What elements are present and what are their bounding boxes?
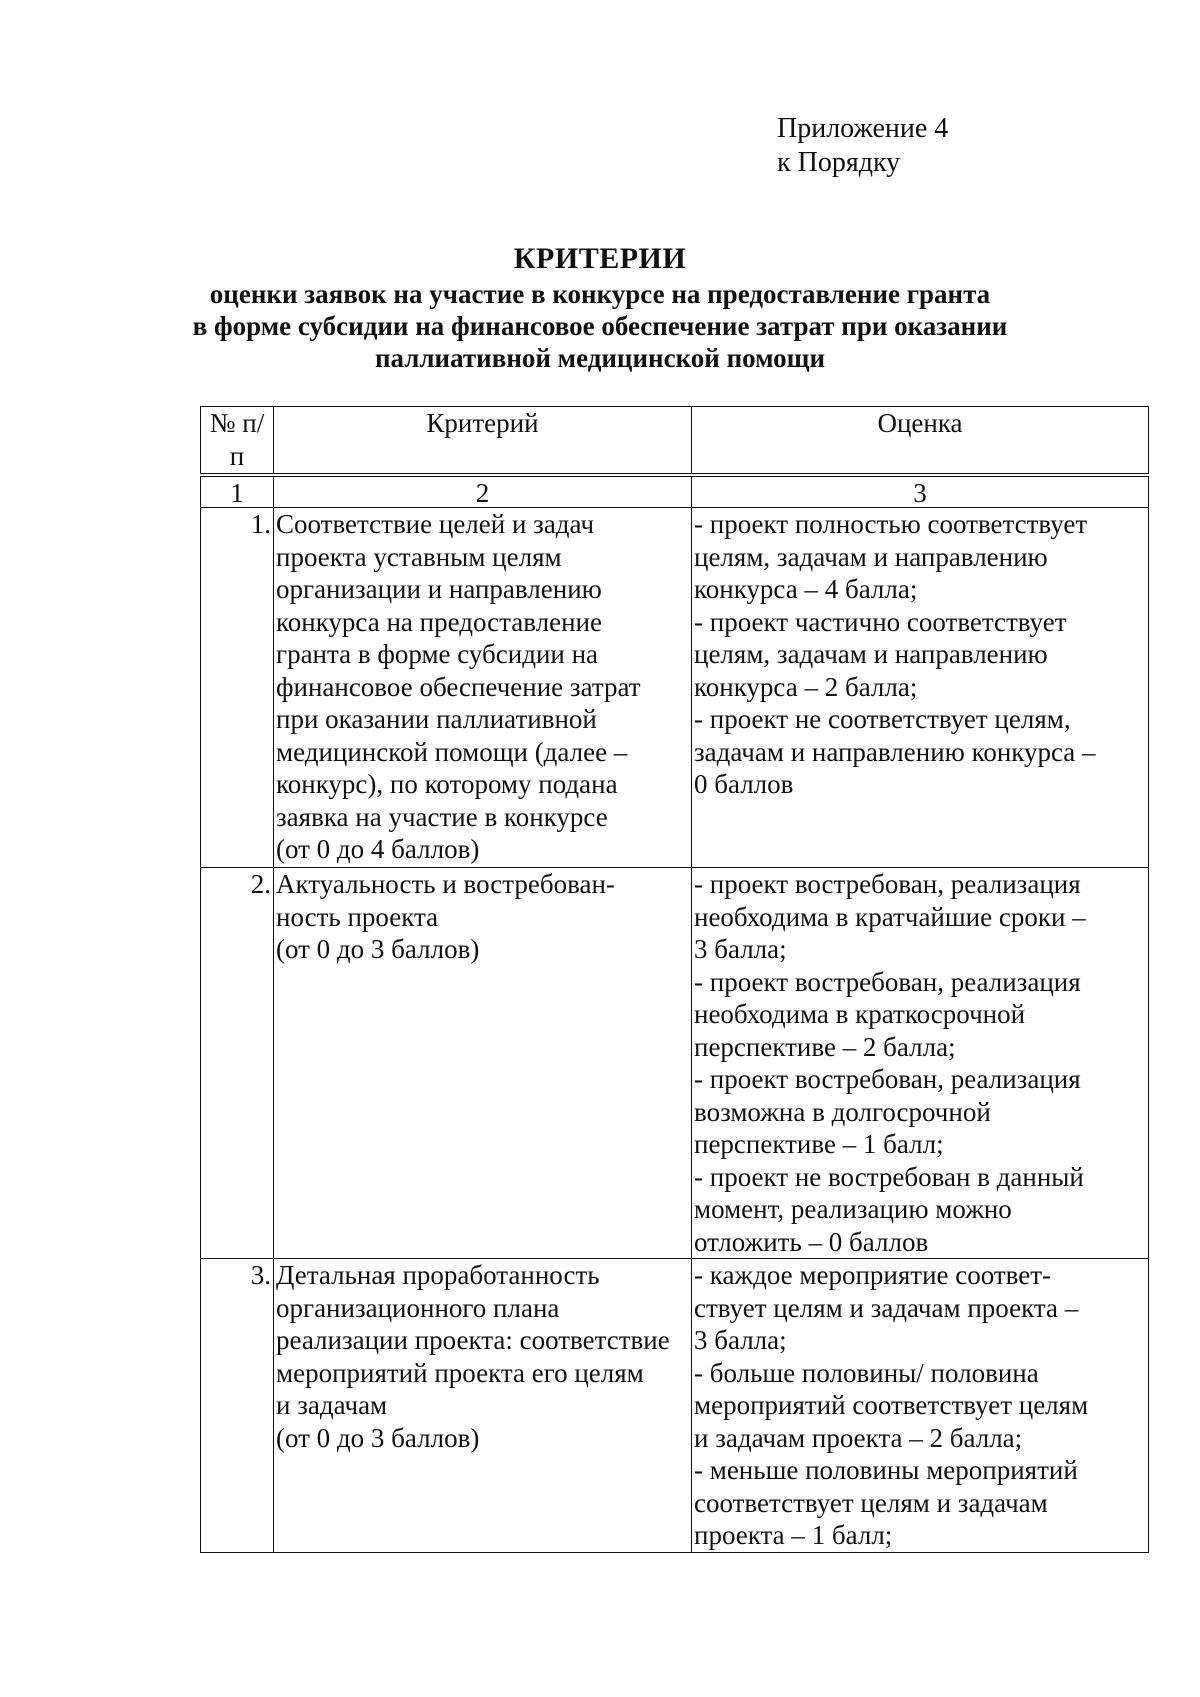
- document-subtitle-line-2: в форме субсидии на финансовое обеспечение затрат при оказании: [192, 311, 1008, 341]
- score-text-line: проекта – 1 балл;: [694, 1520, 893, 1550]
- criterion-text-line: при оказании паллиативной: [276, 704, 597, 734]
- score-text-line: - больше половины/ половина: [694, 1357, 1039, 1388]
- column-index-2: 2: [274, 475, 692, 508]
- score-text-line: необходима в краткосрочной: [694, 999, 1026, 1029]
- score-cell: [692, 1259, 1149, 1553]
- score-text-line: 0 баллов: [694, 769, 794, 799]
- score-text-line: момент, реализацию можно: [694, 1194, 1012, 1224]
- criterion-text-line: мероприятий проекта его целям: [276, 1357, 644, 1388]
- table-header-row: [201, 407, 1149, 476]
- score-text-line: 3 балла;: [694, 934, 787, 964]
- score-text-line: ствует целям и задачам проекта –: [694, 1292, 1079, 1323]
- score-text-line: отложить – 0 баллов: [694, 1226, 929, 1257]
- criterion-text-line: Детальная проработанность: [276, 1260, 600, 1290]
- score-text-line: - проект востребован, реализация: [694, 966, 1081, 997]
- appendix-order-ref: к Порядку: [777, 147, 901, 178]
- criterion-cell: [274, 868, 692, 1259]
- table-row: [201, 868, 1149, 1259]
- header-criterion: Критерий: [274, 407, 692, 476]
- criterion-text-line: гранта в форме субсидии на: [276, 639, 599, 669]
- score-text-line: мероприятий соответствует целям: [694, 1390, 1089, 1420]
- header-score: Оценка: [692, 407, 1149, 476]
- row-number: 2.: [201, 868, 274, 1259]
- table-row: [201, 1259, 1149, 1553]
- criterion-text-line: организации и направлению: [276, 574, 602, 604]
- appendix-number: Приложение 4: [777, 113, 949, 144]
- score-cell: [692, 508, 1149, 868]
- score-text-line: - проект не соответствует целям,: [694, 704, 1071, 734]
- criterion-text-line: организационного плана: [276, 1292, 560, 1323]
- row-number: 1.: [201, 508, 274, 868]
- document-subtitle-line-1: оценки заявок на участие в конкурсе на предоставление гранта: [209, 279, 991, 309]
- column-index-row: [201, 475, 1149, 508]
- criterion-text-line: Актуальность и востребован-: [276, 869, 615, 899]
- criterion-cell: [274, 508, 692, 868]
- column-index-3: 3: [692, 475, 1149, 508]
- score-cell: [692, 868, 1149, 1259]
- document-subtitle-line-3: паллиативной медицинской помощи: [374, 343, 826, 373]
- criterion-text-line: проекта уставным целям: [276, 541, 562, 572]
- score-text-line: - проект частично соответствует: [694, 606, 1067, 637]
- criterion-text-line: финансовое обеспечение затрат: [276, 671, 641, 702]
- column-index-1: 1: [201, 475, 274, 508]
- score-text-line: - проект востребован, реализация: [694, 1064, 1081, 1094]
- criterion-text-line: и задачам: [276, 1390, 388, 1420]
- appendix-reference: [777, 112, 948, 180]
- score-text-line: - проект полностью соответствует: [694, 509, 1088, 539]
- criterion-text-line: конкурса на предоставление: [276, 606, 602, 637]
- criterion-cell: [274, 1259, 692, 1553]
- score-text-line: 3 балла;: [694, 1325, 787, 1355]
- score-text-line: перспективе – 1 балл;: [694, 1129, 944, 1159]
- document-title: КРИТЕРИИ: [513, 242, 687, 275]
- criterion-text-line: ность проекта: [276, 901, 439, 932]
- score-text-line: соответствует целям и задачам: [694, 1487, 1048, 1518]
- score-text-line: - каждое мероприятие соответ-: [694, 1260, 1052, 1290]
- header-num: № п/п: [201, 407, 274, 476]
- score-text-line: необходима в кратчайшие сроки –: [694, 901, 1086, 932]
- document-heading: [150, 240, 1050, 374]
- criterion-text-line: реализации проекта: соответствие: [276, 1325, 670, 1355]
- criteria-table: [200, 406, 1149, 1553]
- criterion-text-line: (от 0 до 4 баллов): [276, 834, 480, 864]
- score-text-line: конкурса – 4 балла;: [694, 574, 918, 604]
- score-text-line: - проект востребован, реализация: [694, 869, 1081, 899]
- score-text-line: целям, задачам и направлению: [694, 541, 1048, 572]
- score-text-line: задачам и направлению конкурса –: [694, 736, 1096, 767]
- score-text-line: перспективе – 2 балла;: [694, 1031, 956, 1062]
- row-number: 3.: [201, 1259, 274, 1553]
- score-text-line: целям, задачам и направлению: [694, 639, 1048, 669]
- criterion-text-line: заявка на участие в конкурсе: [276, 801, 608, 832]
- score-text-line: и задачам проекта – 2 балла;: [694, 1422, 1023, 1453]
- criterion-text-line: (от 0 до 3 баллов): [276, 934, 480, 964]
- criterion-text-line: медицинской помощи (далее –: [276, 736, 628, 767]
- criterion-text-line: конкурс), по которому подана: [276, 769, 618, 799]
- criterion-text-line: (от 0 до 3 баллов): [276, 1422, 480, 1453]
- score-text-line: - проект не востребован в данный: [694, 1161, 1084, 1192]
- table-row: [201, 508, 1149, 868]
- score-text-line: конкурса – 2 балла;: [694, 671, 918, 702]
- score-text-line: - меньше половины мероприятий: [694, 1455, 1078, 1485]
- score-text-line: возможна в долгосрочной: [694, 1096, 991, 1127]
- criterion-text-line: Соответствие целей и задач: [276, 509, 595, 539]
